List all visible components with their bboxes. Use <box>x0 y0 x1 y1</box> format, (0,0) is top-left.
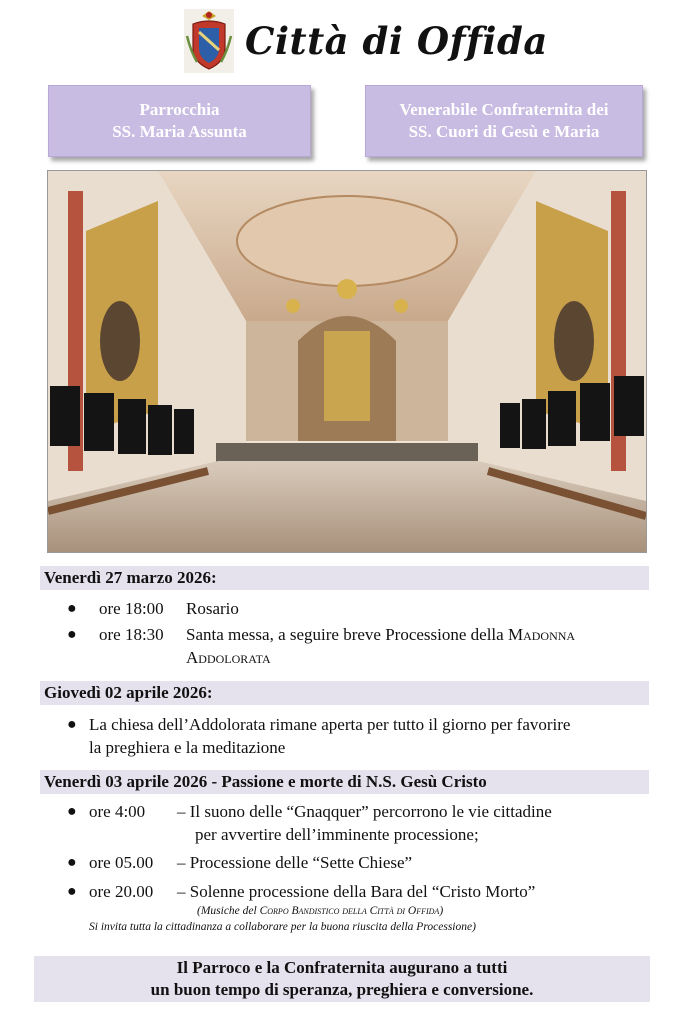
event-text: – Il suono delle “Gnaqquer” percorrono le vie cittadine <box>177 802 552 821</box>
event-time: ore 18:30 <box>99 625 164 644</box>
bullet-icon: ● <box>67 600 77 617</box>
closing-message <box>34 956 650 1002</box>
closing-line-1: Il Parroco e la Confraternita augurano a tutti <box>176 958 508 977</box>
event-time: ore 20.00 <box>89 882 154 901</box>
bullet-icon: ● <box>67 883 77 900</box>
event-text: la preghiera e la meditazione <box>89 738 286 757</box>
event-text: La chiesa dell’Addolorata rimane aperta per tutto il giorno per favorire <box>89 715 571 734</box>
event-text: per avvertire dell’imminente processione; <box>195 825 479 844</box>
parish-name: SS. Maria Assunta <box>112 122 247 141</box>
event-time: ore 4:00 <box>89 802 146 821</box>
note-text: ) <box>439 905 444 917</box>
event-text-smallcaps: Addolorata <box>186 648 271 667</box>
event-text: – Processione delle “Sette Chiese” <box>177 853 413 872</box>
event-text: Rosario <box>186 599 239 618</box>
event-text-smallcaps: Madonna <box>507 625 576 644</box>
event-time: ore 18:00 <box>99 599 164 618</box>
section-heading-april-02: Giovedì 02 aprile 2026: <box>40 681 649 705</box>
note-text-smallcaps: Corpo Bandistico della Città di Offida <box>259 905 440 917</box>
closing-line-2: un buon tempo di speranza, preghiera e conversione. <box>150 980 534 999</box>
bullet-icon: ● <box>67 626 77 643</box>
page-header <box>183 6 548 76</box>
music-note <box>197 904 443 919</box>
parish-box <box>48 85 311 157</box>
city-title: Città di Offida <box>245 19 548 63</box>
confraternity-label: Venerabile Confraternita dei <box>399 100 609 119</box>
bullet-icon: ● <box>67 854 77 871</box>
bullet-icon: ● <box>67 803 77 820</box>
confraternity-box <box>365 85 643 157</box>
note-text: (Musiche del <box>197 905 257 917</box>
event-text: Santa messa, a seguire breve Processione della <box>186 625 504 644</box>
city-crest-logo <box>183 8 235 74</box>
invitation-note: Si invita tutta la cittadinanza a collaborare per la buona riuscita della Processione) <box>89 921 476 933</box>
parish-label: Parrocchia <box>139 100 220 119</box>
section-heading-april-03: Venerdì 03 aprile 2026 - Passione e morte di N.S. Gesù Cristo <box>40 770 649 794</box>
event-time: ore 05.00 <box>89 853 154 872</box>
bullet-icon: ● <box>67 716 77 733</box>
event-text: – Solenne processione della Bara del “Cristo Morto” <box>177 882 536 901</box>
church-interior-photo <box>47 170 647 553</box>
confraternity-name: SS. Cuori di Gesù e Maria <box>408 122 600 141</box>
section-heading-march-27: Venerdì 27 marzo 2026: <box>40 566 649 590</box>
